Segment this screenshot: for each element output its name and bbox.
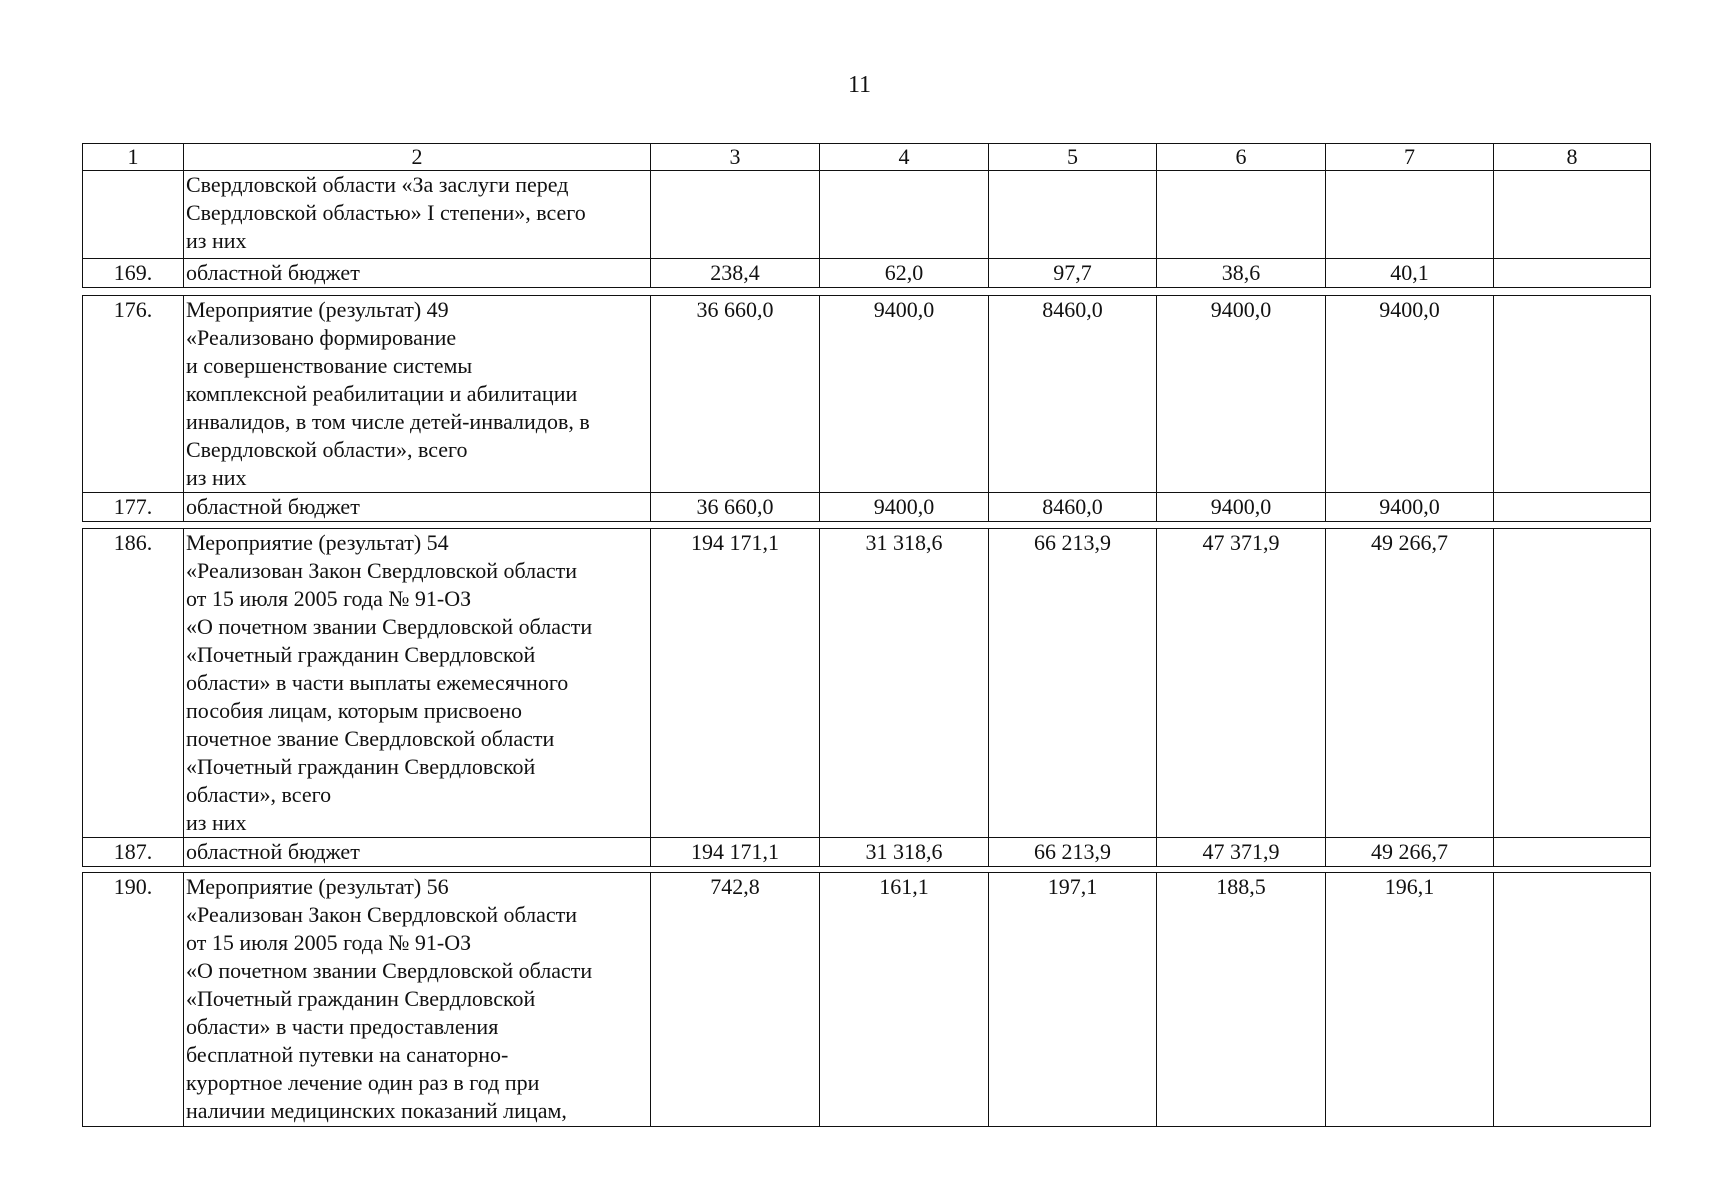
- value-cell: [1494, 529, 1651, 838]
- value-cell: 31 318,6: [820, 529, 989, 838]
- column-header: 8: [1494, 144, 1651, 171]
- table-row: [83, 296, 1651, 493]
- row-number-cell: 187.: [83, 838, 184, 867]
- value-cell: 9400,0: [1326, 296, 1494, 493]
- value-cell: [1494, 838, 1651, 867]
- value-cell: 9400,0: [820, 296, 989, 493]
- value-cell: 194 171,1: [651, 838, 820, 867]
- budget-table-block: [82, 528, 1651, 867]
- value-cell: 38,6: [1157, 259, 1326, 288]
- column-header: 7: [1326, 144, 1494, 171]
- row-description-cell: областной бюджет: [184, 838, 651, 867]
- column-header: 4: [820, 144, 989, 171]
- table-row: [83, 529, 1651, 838]
- value-cell: 97,7: [989, 259, 1157, 288]
- column-header: 5: [989, 144, 1157, 171]
- table-row: [83, 838, 1651, 867]
- row-description-cell: Мероприятие (результат) 49 «Реализовано формирование и совершенствование системы комплексной реабилитации и абилитации инвалидов, в том числе детей-инвалидов, в Свердловской области», всего из них: [184, 296, 651, 493]
- value-cell: [1494, 259, 1651, 288]
- value-cell: 194 171,1: [651, 529, 820, 838]
- value-cell: [1494, 493, 1651, 522]
- page-number: 11: [847, 72, 872, 98]
- row-description-cell: областной бюджет: [184, 259, 651, 288]
- row-number-cell: 169.: [83, 259, 184, 288]
- value-cell: 197,1: [989, 873, 1157, 1127]
- value-cell: 47 371,9: [1157, 838, 1326, 867]
- value-cell: 62,0: [820, 259, 989, 288]
- value-cell: 9400,0: [1326, 493, 1494, 522]
- row-number-cell: [83, 171, 184, 259]
- value-cell: 9400,0: [820, 493, 989, 522]
- budget-table-block: [82, 295, 1651, 522]
- budget-table-block: [82, 872, 1651, 1127]
- column-header: 1: [83, 144, 184, 171]
- value-cell: 31 318,6: [820, 838, 989, 867]
- row-description-cell: Мероприятие (результат) 56 «Реализован Закон Свердловской области от 15 июля 2005 года № 91-ОЗ «О почетном звании Свердловской области «Почетный гражданин Свердловской области» в части предоставления бесплатной путевки на санаторно- курортное лечение один раз в год при наличии медицинских показаний лицам,: [184, 873, 651, 1127]
- value-cell: 47 371,9: [1157, 529, 1326, 838]
- table-row: [83, 259, 1651, 288]
- table-row: [83, 171, 1651, 259]
- row-number-cell: 176.: [83, 296, 184, 493]
- row-description-cell: областной бюджет: [184, 493, 651, 522]
- value-cell: [651, 171, 820, 259]
- value-cell: 49 266,7: [1326, 838, 1494, 867]
- value-cell: 161,1: [820, 873, 989, 1127]
- value-cell: 36 660,0: [651, 296, 820, 493]
- value-cell: [1494, 171, 1651, 259]
- value-cell: 66 213,9: [989, 838, 1157, 867]
- table-row: [83, 493, 1651, 522]
- value-cell: 742,8: [651, 873, 820, 1127]
- value-cell: 188,5: [1157, 873, 1326, 1127]
- value-cell: 8460,0: [989, 493, 1157, 522]
- row-description-cell: Свердловской области «За заслуги перед Свердловской областью» I степени», всего из них: [184, 171, 651, 259]
- value-cell: 49 266,7: [1326, 529, 1494, 838]
- value-cell: 196,1: [1326, 873, 1494, 1127]
- value-cell: [820, 171, 989, 259]
- column-header: 2: [184, 144, 651, 171]
- value-cell: 238,4: [651, 259, 820, 288]
- column-header: 6: [1157, 144, 1326, 171]
- column-number-header-row: [83, 144, 1651, 171]
- row-description-cell: Мероприятие (результат) 54 «Реализован Закон Свердловской области от 15 июля 2005 года № 91-ОЗ «О почетном звании Свердловской области «Почетный гражданин Свердловской области» в части выплаты ежемесячного пособия лицам, которым присвоено почетное звание Свердловской области «Почетный гражданин Свердловской области», всего из них: [184, 529, 651, 838]
- value-cell: 9400,0: [1157, 493, 1326, 522]
- budget-table-block: [82, 143, 1651, 288]
- row-number-cell: 186.: [83, 529, 184, 838]
- value-cell: 40,1: [1326, 259, 1494, 288]
- value-cell: 36 660,0: [651, 493, 820, 522]
- row-number-cell: 190.: [83, 873, 184, 1127]
- table-row: [83, 873, 1651, 1127]
- value-cell: [1157, 171, 1326, 259]
- column-header: 3: [651, 144, 820, 171]
- value-cell: [1494, 296, 1651, 493]
- value-cell: [1326, 171, 1494, 259]
- value-cell: [1494, 873, 1651, 1127]
- value-cell: [989, 171, 1157, 259]
- value-cell: 8460,0: [989, 296, 1157, 493]
- value-cell: 9400,0: [1157, 296, 1326, 493]
- value-cell: 66 213,9: [989, 529, 1157, 838]
- row-number-cell: 177.: [83, 493, 184, 522]
